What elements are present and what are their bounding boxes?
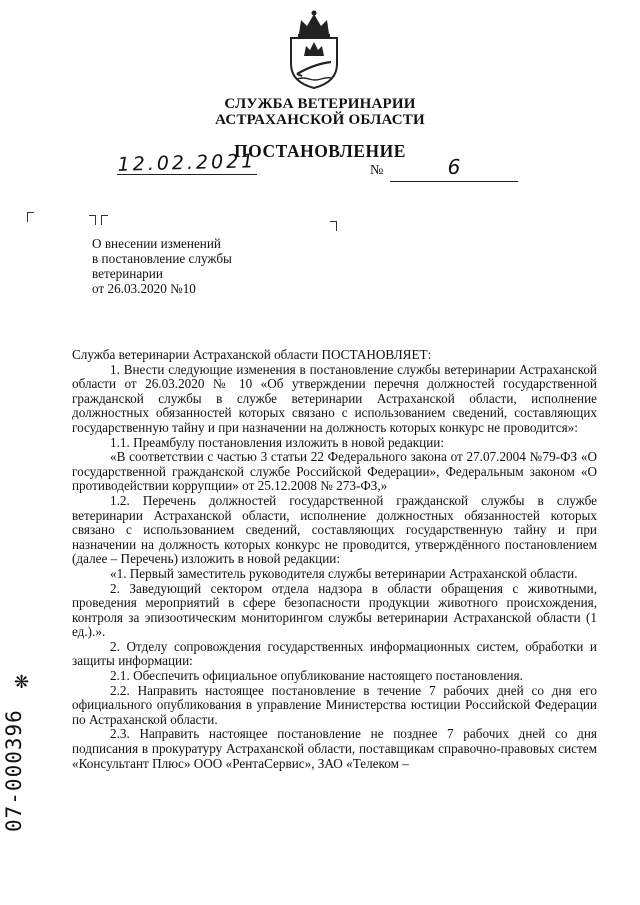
list-item-1: «1. Первый заместитель руководителя службы ветеринарии Астраханской области.: [110, 565, 578, 581]
paragraph-2: 2. Отделу сопровождения государственных информационных систем, обработки и защиты информации:: [72, 638, 597, 669]
subject-line: ветеринарии: [92, 266, 163, 281]
organization-name-line1: СЛУЖБА ВЕТЕРИНАРИИ: [224, 96, 416, 112]
corner-mark: [101, 215, 108, 225]
margin-mark: ❋: [14, 672, 30, 693]
paragraph-1: 1. Внести следующие изменения в постановление службы ветеринарии Астраханской области от 26.03.2020 № 10 «Об утверждении перечня должностей государственной гражданской службы в службе ветеринарии Астраханской области, исполнение должностных обязанностей которых связано с использованием сведений, составляющих государственную тайну и при назначении на должность которых конкурс не проводится»:: [72, 361, 597, 435]
paragraph-2-3: 2.3. Направить настоящее постановление не позднее 7 рабочих дней со дня подписания в прокуратуру Астраханской области, поставщикам справочно-правовых систем «Консультант Плюс» ООО «РентаСервис», ЗАО «Телеком –: [72, 726, 597, 771]
paragraph-1-1: 1.1. Преамбулу постановления изложить в новой редакции:: [110, 434, 445, 450]
document-body: [72, 348, 597, 771]
list-item-2: 2. Заведующий сектором отдела надзора в области обращения с животными, проведения мероприятий в сфере безопасности продукции животного происхождения, контроля за эпизоотическим мониторингом службы ветеринарии Астраханской области (1 ед.).».: [72, 580, 597, 640]
coat-of-arms-icon: [283, 8, 345, 90]
subject-line: О внесении изменений: [92, 236, 221, 251]
document-subject: [92, 236, 232, 296]
corner-mark: [330, 221, 337, 231]
number-underline: [390, 181, 518, 182]
document-type-title: ПОСТАНОВЛЕНИЕ: [234, 141, 406, 161]
corner-mark: [27, 212, 34, 222]
paragraph-2-1: 2.1. Обеспечить официальное опубликование настоящего постановления.: [110, 668, 523, 684]
document-number: 6: [447, 155, 461, 179]
paragraph-2-2: 2.2. Направить настоящее постановление в течение 7 рабочих дней со дня его официального опубликования в управление Министерства юстиции Российской Федерации по Астраханской области.: [72, 682, 597, 727]
subject-line: от 26.03.2020 №10: [92, 281, 196, 296]
intro-paragraph: Служба ветеринарии Астраханской области ПОСТАНОВЛЯЕТ:: [72, 347, 432, 362]
number-sign: №: [370, 163, 384, 178]
paragraph-1-2: 1.2. Перечень должностей государственной гражданской службы в службе ветеринарии Астраханской области, исполнение должностных обязанностей которых связано с использованием сведений, составляющих государственную тайну и при назначении на должность которых конкурс не проводится, утверждённого постановлением (далее – Перечень) изложить в новой редакции:: [72, 492, 597, 567]
document-date: 12.02.2021: [117, 150, 257, 176]
preamble-quote: «В соответствии с частью 3 статьи 22 Федерального закона от 27.07.2004 №79-ФЗ «О государственной гражданской службе Российской Федерации», Федеральным законом «О противодействии коррупции» от 25.12.2008 № 273-ФЗ,»: [72, 449, 597, 494]
organization-name-line2: АСТРАХАНСКОЙ ОБЛАСТИ: [215, 112, 425, 128]
corner-mark: [89, 215, 96, 225]
registration-code: 07-000396: [2, 709, 26, 832]
date-underline: [117, 174, 257, 175]
subject-line: в постановление службы: [92, 251, 232, 266]
